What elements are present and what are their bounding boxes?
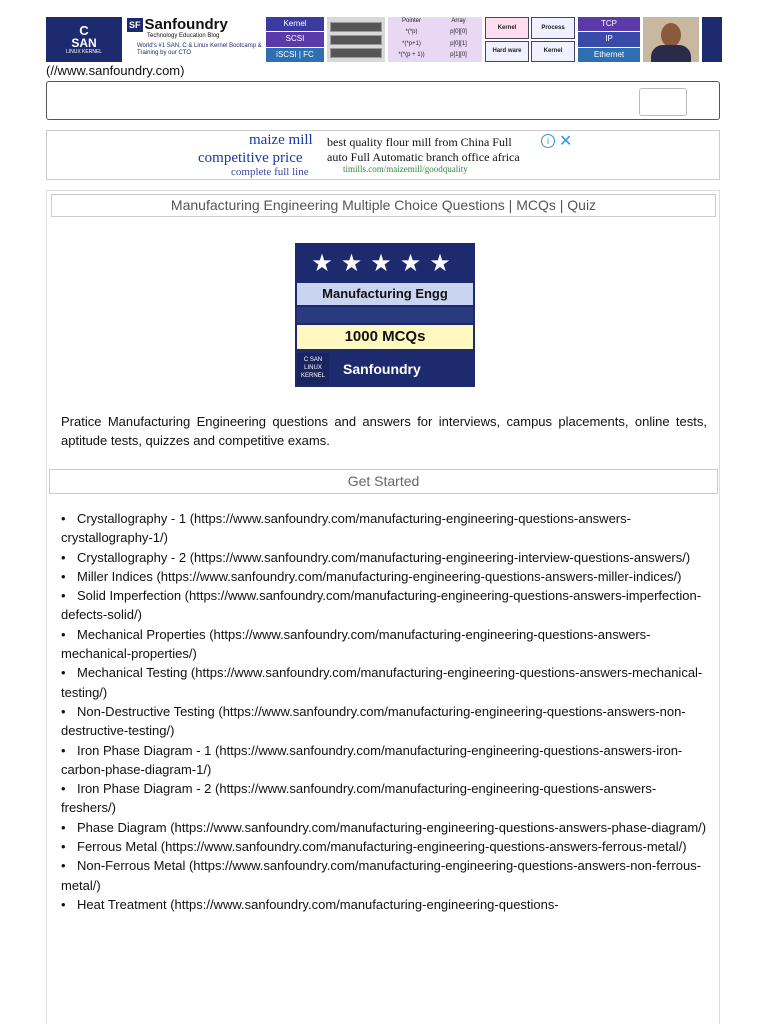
content-card <box>46 190 720 1024</box>
topic-label[interactable]: Crystallography - 2 (https://www.sanfoundry.com/manufacturing-engineering-interview-questions-answers/) <box>77 549 691 565</box>
site-banner[interactable] <box>46 17 722 62</box>
ad-info-icon[interactable]: i <box>541 134 555 148</box>
pointer-cell: *(*p+1) <box>402 40 421 47</box>
network-stack-graphic <box>578 17 640 62</box>
stars-icon: ★★★★★ <box>311 250 459 277</box>
banner-end-strip <box>702 17 722 62</box>
topic-label[interactable]: Ferrous Metal (https://www.sanfoundry.com/manufacturing-engineering-questions-answers-ferrous-metal/) <box>77 839 687 855</box>
topic-label[interactable]: Mechanical Testing (https://www.sanfoundry.com/manufacturing-engineering-questions-answers-mechanical-testing/) <box>61 665 703 700</box>
mcq-brand: Sanfoundry <box>343 361 421 377</box>
topic-label[interactable]: Iron Phase Diagram - 1 (https://www.sanfoundry.com/manufacturing-engineering-questions-answers-iron-carbon-phase-diagram-1/) <box>61 742 683 777</box>
topic-list <box>61 509 711 914</box>
mini-san-logo: C SAN LINUX KERNEL <box>297 353 329 385</box>
kernel-process-graphic <box>485 17 575 62</box>
topic-link[interactable] <box>61 548 711 567</box>
topic-link[interactable] <box>61 702 711 741</box>
topic-link[interactable] <box>61 741 711 780</box>
topic-link[interactable] <box>61 818 711 837</box>
server-rack-icon <box>327 17 385 62</box>
ad-url[interactable]: timills.com/maizemill/goodquality <box>343 164 468 174</box>
ad-description-2[interactable]: auto Full Automatic branch office africa <box>327 150 520 164</box>
brand-tagline: Technology Education Blog <box>147 33 220 39</box>
ad-description-1[interactable]: best quality flour mill from China Full <box>327 135 512 149</box>
brand-name: Sanfoundry <box>144 16 228 33</box>
topic-link[interactable] <box>61 895 711 914</box>
topic-link[interactable] <box>61 509 711 548</box>
pointer-cell: Array <box>451 18 466 24</box>
stack-scsi: SCSI <box>266 32 324 46</box>
bullet-icon: • <box>61 626 66 642</box>
pointer-cell: *(*p) <box>405 29 418 36</box>
kp-box: Hard ware <box>485 41 529 63</box>
kp-box: Kernel <box>531 41 575 63</box>
stack-iscsi-fc: iSCSI | FC <box>266 48 324 62</box>
net-ip: IP <box>578 32 640 46</box>
bullet-icon: • <box>61 819 66 835</box>
bullet-icon: • <box>61 511 66 526</box>
kp-box: Process <box>531 17 575 39</box>
topic-label[interactable]: Iron Phase Diagram - 2 (https://www.sanfoundry.com/manufacturing-engineering-questions-answers-freshers/) <box>61 781 657 816</box>
bullet-icon: • <box>61 665 66 681</box>
rack-unit <box>330 35 382 45</box>
avatar-body <box>651 45 691 62</box>
topic-label[interactable]: Solid Imperfection (https://www.sanfoundry.com/manufacturing-engineering-questions-answers-imperfection-defects-solid/) <box>61 588 702 623</box>
mcq-subject: Manufacturing Engg <box>297 283 473 305</box>
net-ethernet: Ethernet <box>578 48 640 62</box>
pointer-cell: p[0][1] <box>450 40 467 47</box>
topic-link[interactable] <box>61 586 711 625</box>
bullet-icon: • <box>61 549 66 565</box>
topic-label[interactable]: Miller Indices (https://www.sanfoundry.com/manufacturing-engineering-questions-answers-miller-indices/) <box>77 568 682 584</box>
mcq-divider <box>297 307 473 323</box>
topic-link[interactable] <box>61 663 711 702</box>
net-tcp: TCP <box>578 17 640 31</box>
pointer-cell: p[0][0] <box>450 29 467 36</box>
site-url-text[interactable]: (//www.sanfoundry.com) <box>46 63 185 78</box>
page-title: Manufacturing Engineering Multiple Choice Questions | MCQs | Quiz <box>51 194 716 217</box>
avatar-head <box>661 23 681 47</box>
brand-sf-badge: SF <box>129 20 141 30</box>
topic-label[interactable]: Crystallography - 1 (https://www.sanfoundry.com/manufacturing-engineering-questions-answers-crystallography-1/) <box>61 511 631 546</box>
stack-kernel: Kernel <box>266 17 324 31</box>
topic-label[interactable]: Heat Treatment (https://www.sanfoundry.com/manufacturing-engineering-questions- <box>77 896 559 912</box>
topic-link[interactable] <box>61 567 711 586</box>
topic-link[interactable] <box>61 779 711 818</box>
mcq-cover-image <box>295 243 475 387</box>
bullet-icon: • <box>61 896 66 912</box>
pointer-cell: Pointer <box>401 18 421 24</box>
pointer-cell: p[1][0] <box>450 51 467 58</box>
mcq-count: 1000 MCQs <box>297 325 473 349</box>
bullet-icon: • <box>61 839 66 855</box>
brand-block <box>125 17 263 62</box>
get-started-header: Get Started <box>49 469 718 494</box>
bullet-icon: • <box>61 781 66 797</box>
topic-label[interactable]: Non-Destructive Testing (https://www.sanfoundry.com/manufacturing-engineering-questions-answers-non-destructive-testing/) <box>61 703 686 739</box>
kp-box: Kernel <box>485 17 529 39</box>
ad-close-icon[interactable]: ✕ <box>559 133 573 150</box>
bullet-icon: • <box>61 568 66 584</box>
ad-headline-1[interactable]: maize mill <box>249 132 313 148</box>
topic-label[interactable]: Mechanical Properties (https://www.sanfoundry.com/manufacturing-engineering-questions-answers-mechanical-properties/) <box>61 626 651 662</box>
ad-headline-3[interactable]: complete full line <box>231 166 309 178</box>
logo-c: C <box>79 23 89 38</box>
brand-subtitle: World's #1 SAN, C & Linux Kernel Bootcamp & Training by our CTO <box>137 43 262 56</box>
topic-label[interactable]: Non-Ferrous Metal (https://www.sanfoundry.com/manufacturing-engineering-questions-answers-non-ferrous-metal/) <box>61 858 702 893</box>
cto-avatar <box>643 17 699 62</box>
topic-label[interactable]: Phase Diagram (https://www.sanfoundry.com/manufacturing-engineering-questions-answers-phase-diagram/) <box>77 819 707 835</box>
logo-linux-kernel: LINUX KERNEL <box>65 49 103 55</box>
search-button[interactable] <box>639 88 687 116</box>
ad-headline-2[interactable]: competitive price <box>198 150 303 166</box>
rack-unit <box>330 22 382 32</box>
search-box[interactable] <box>46 81 720 120</box>
pointer-cell: *(*(p + 1)) <box>398 51 425 58</box>
topic-link[interactable] <box>61 625 711 664</box>
bullet-icon: • <box>61 742 66 758</box>
rack-unit <box>330 48 382 58</box>
logo-san: SAN <box>71 36 97 50</box>
storage-stack-graphic <box>266 17 324 62</box>
bullet-icon: • <box>61 858 66 874</box>
topic-link[interactable] <box>61 837 711 856</box>
pointer-array-graphic <box>388 17 482 62</box>
topic-link[interactable] <box>61 856 711 895</box>
mcq-footer <box>297 353 473 385</box>
advertisement[interactable] <box>46 130 720 180</box>
intro-text: Pratice Manufacturing Engineering questions and answers for interviews, campus placements, online tests, aptitude tests, quizzes and competitive exams. <box>61 414 707 448</box>
bullet-icon: • <box>61 588 66 604</box>
bullet-icon: • <box>61 703 66 719</box>
san-linux-logo <box>46 17 122 62</box>
